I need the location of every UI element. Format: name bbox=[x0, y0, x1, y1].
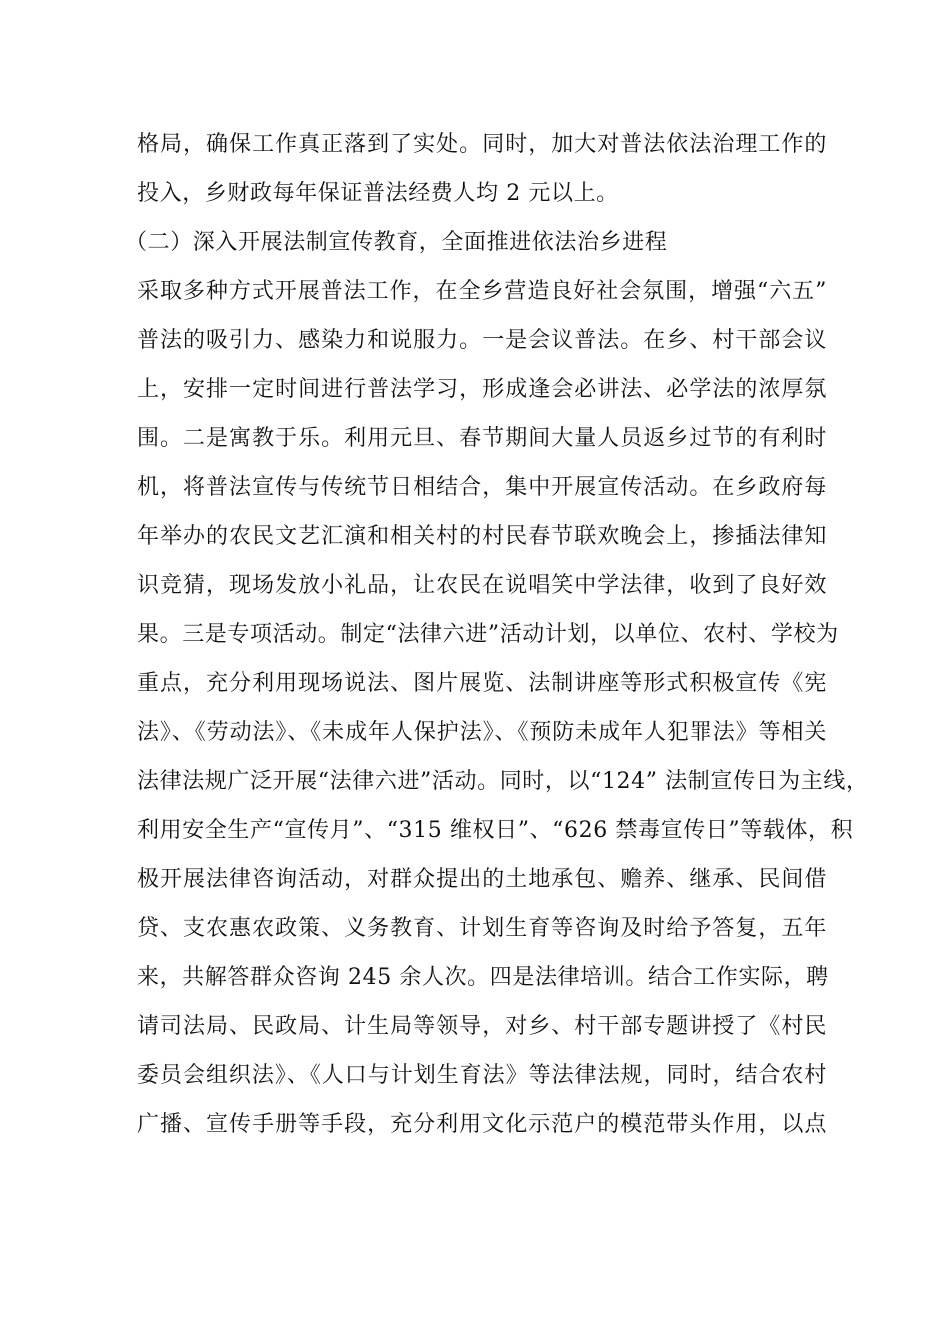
text-line: 贷、支农惠农政策、义务教育、计划生育等咨询及时给予答复，五年 bbox=[137, 916, 827, 941]
text-line: 请司法局、民政局、计生局等领导，对乡、村干部专题讲授了《村民 bbox=[137, 1014, 827, 1039]
text-line: 上，安排一定时间进行普法学习，形成逢会必讲法、必学法的浓厚氛 bbox=[137, 377, 827, 402]
text-line: 围。二是寓教于乐。利用元旦、春节期间大量人员返乡过节的有利时 bbox=[137, 426, 827, 451]
text-line: 识竞猜，现场发放小礼品，让农民在说唱笑中学法律，收到了良好效 bbox=[137, 573, 827, 598]
text-line: 极开展法律咨询活动，对群众提出的土地承包、赡养、继承、民间借 bbox=[137, 867, 827, 892]
body-text bbox=[125, 120, 869, 1149]
text-line: 年举办的农民文艺汇演和相关村的村民春节联欢晚会上，掺插法律知 bbox=[137, 524, 827, 549]
text-line: 果。三是专项活动。制定“法律六进”活动计划，以单位、农村、学校为 bbox=[137, 622, 839, 647]
text-line: 广播、宣传手册等手段，充分利用文化示范户的模范带头作用，以点 bbox=[137, 1112, 827, 1137]
text-line: 投入，乡财政每年保证普法经费人均 2 元以上。 bbox=[137, 181, 619, 206]
text-line: 格局，确保工作真正落到了实处。同时，加大对普法依法治理工作的 bbox=[137, 132, 827, 157]
text-line: 利用安全生产“宣传月”、“315 维权日”、“626 禁毒宣传日”等载体，积 bbox=[137, 818, 854, 843]
text-line: 重点，充分利用现场说法、图片展览、法制讲座等形式积极宣传《宪 bbox=[137, 671, 827, 696]
text-line: 来，共解答群众咨询 245 余人次。四是法律培训。结合工作实际，聘 bbox=[137, 965, 829, 990]
text-line: 普法的吸引力、感染力和说服力。一是会议普法。在乡、村干部会议 bbox=[137, 328, 827, 353]
text-line: 委员会组织法》、《人口与计划生育法》等法律法规，同时，结合农村 bbox=[137, 1063, 827, 1088]
section-heading: （二）深入开展法制宣传教育，全面推进依法治乡进程 bbox=[125, 230, 668, 255]
text-line: 采取多种方式开展普法工作，在全乡营造良好社会氛围，增强“六五” bbox=[137, 279, 827, 304]
text-line: 机，将普法宣传与传统节日相结合，集中开展宣传活动。在乡政府每 bbox=[137, 475, 827, 500]
text-line: 法》、《劳动法》、《未成年人保护法》、《预防未成年人犯罪法》等相关 bbox=[137, 720, 827, 745]
text-line: 法律法规广泛开展“法律六进”活动。同时，以“124” 法制宣传日为主线， bbox=[137, 769, 869, 794]
